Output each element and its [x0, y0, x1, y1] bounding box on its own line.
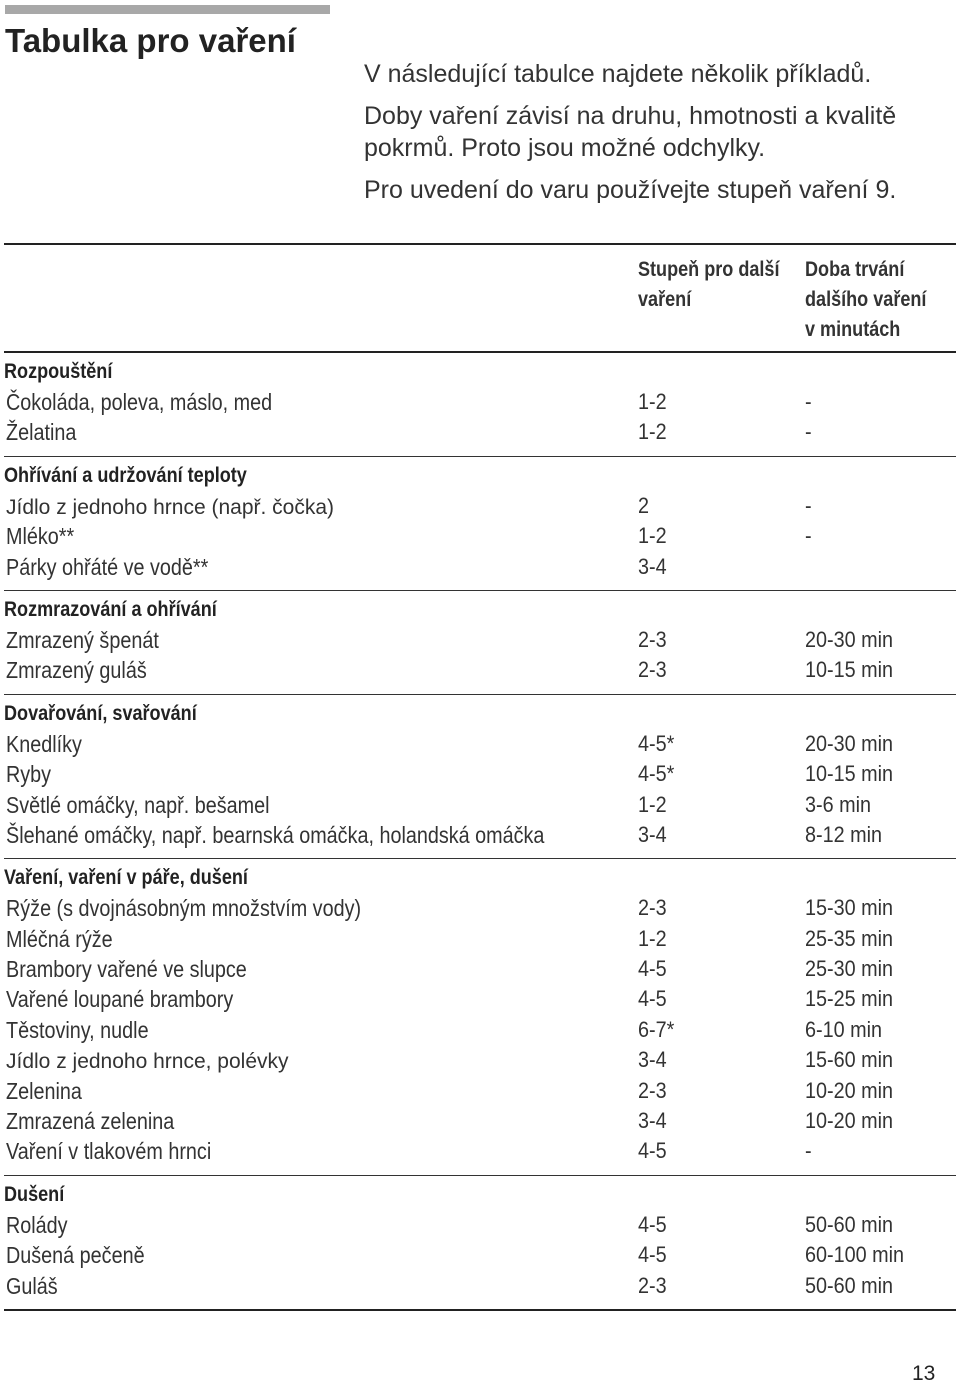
table-row: [4, 790, 956, 820]
row-name: Jídlo z jednoho hrnce (např. čočka): [6, 495, 335, 519]
row-duration: 15-25 min: [805, 986, 894, 1012]
row-name: Těstoviny, nudle: [6, 1016, 149, 1043]
table-row: [4, 1106, 956, 1136]
row-name: Knedlíky: [6, 730, 82, 757]
intro-paragraph-2: Doby vaření závisí na druhu, hmotnosti a kvalitě pokrmů. Proto jsou možné odchylky.: [364, 102, 897, 162]
row-duration: 20-30 min: [805, 626, 894, 652]
table-row: [4, 655, 956, 685]
row-name: Zmrazený špenát: [6, 626, 159, 653]
row-name: Ryby: [6, 761, 52, 788]
row-name: Mléčná rýže: [6, 925, 113, 952]
table-row: [4, 820, 956, 850]
table-header: [4, 243, 956, 353]
row-name: Dušená pečeně: [6, 1242, 145, 1269]
row-duration: -: [805, 492, 812, 518]
header-level-line: Stupeň pro další: [638, 258, 780, 281]
intro-paragraph-1: V následující tabulce najdete několik příkladů.: [364, 60, 872, 88]
table-row: [4, 1015, 956, 1045]
table-row: [4, 417, 956, 447]
row-name: Brambory vařené ve slupce: [6, 956, 247, 983]
header-level-line: vaření: [638, 288, 692, 311]
table-section: [4, 695, 956, 860]
row-duration: 15-30 min: [805, 895, 894, 921]
section-title: Ohřívání a udržování teploty: [4, 463, 247, 487]
row-level: 4-5: [638, 1242, 667, 1268]
row-level: 4-5*: [638, 730, 675, 756]
row-duration: 50-60 min: [805, 1272, 894, 1298]
row-name: Zmrazený guláš: [6, 657, 147, 684]
row-name: Světlé omáčky, např. bešamel: [6, 791, 270, 818]
table-section: [4, 457, 956, 591]
row-name: Párky ohřáté ve vodě**: [6, 553, 209, 580]
row-name: Šlehané omáčky, např. bearnská omáčka, holandská omáčka: [6, 821, 545, 848]
row-duration: 10-15 min: [805, 657, 894, 683]
row-duration: -: [805, 523, 812, 549]
intro-text: [364, 58, 944, 216]
table-row: [4, 1271, 956, 1301]
table-row: [4, 729, 956, 759]
page-number: 13: [912, 1362, 936, 1385]
header-duration-line: Doba trvání: [805, 258, 905, 281]
row-level: 4-5*: [638, 761, 675, 787]
row-name: Guláš: [6, 1272, 58, 1299]
row-name: Rolády: [6, 1211, 68, 1238]
page-title: Tabulka pro vaření: [5, 22, 296, 59]
row-level: 3-4: [638, 1108, 667, 1134]
row-duration: 3-6 min: [805, 791, 872, 817]
table-row: [4, 1076, 956, 1106]
row-name: Mléko**: [6, 523, 75, 550]
row-level: 4-5: [638, 956, 667, 982]
row-level: 1-2: [638, 523, 667, 549]
table-row: [4, 759, 956, 789]
row-level: 3-4: [638, 821, 667, 847]
row-duration: 15-60 min: [805, 1047, 894, 1073]
row-duration: 60-100 min: [805, 1242, 905, 1268]
row-duration: 25-30 min: [805, 956, 894, 982]
table-row: [4, 387, 956, 417]
table-row: [4, 1136, 956, 1166]
table-section: [4, 859, 956, 1176]
header-duration-line: v minutách: [805, 318, 901, 341]
row-name: Vaření v tlakovém hrnci: [6, 1138, 212, 1165]
row-name: Zmrazená zelenina: [6, 1108, 175, 1135]
row-level: 2-3: [638, 895, 667, 921]
row-name: Jídlo z jednoho hrnce, polévky: [6, 1050, 289, 1074]
table-section: [4, 591, 956, 695]
table-row: [4, 1045, 956, 1075]
row-duration: -: [805, 389, 812, 414]
row-level: 6-7*: [638, 1016, 675, 1042]
row-name: Želatina: [6, 419, 77, 446]
section-title: Vaření, vaření v páře, dušení: [4, 866, 248, 890]
row-level: 2-3: [638, 657, 667, 683]
row-duration: -: [805, 419, 812, 445]
row-level: 1-2: [638, 791, 667, 817]
row-duration: 10-20 min: [805, 1077, 894, 1103]
row-level: 2-3: [638, 1272, 667, 1298]
row-level: 3-4: [638, 553, 667, 579]
row-level: 1-2: [638, 419, 667, 445]
row-duration: 8-12 min: [805, 821, 883, 847]
row-duration: 25-35 min: [805, 925, 894, 951]
cooking-table: [4, 243, 956, 1311]
row-level: 2-3: [638, 1077, 667, 1103]
row-duration: -: [805, 1138, 812, 1164]
table-section: [4, 353, 956, 457]
row-duration: 10-15 min: [805, 761, 894, 787]
table-row: [4, 625, 956, 655]
section-title: Dušení: [4, 1182, 65, 1206]
row-level: 1-2: [638, 389, 667, 414]
header-decor-bar: [5, 5, 330, 14]
table-section: [4, 1176, 956, 1311]
row-duration: 20-30 min: [805, 730, 894, 756]
row-level: 3-4: [638, 1047, 667, 1073]
row-name: Vařené loupané brambory: [6, 986, 234, 1013]
row-level: 4-5: [638, 1138, 667, 1164]
table-row: [4, 924, 956, 954]
row-level: 4-5: [638, 986, 667, 1012]
intro-paragraph-3: Pro uvedení do varu používejte stupeň vaření 9.: [364, 176, 897, 204]
section-title: Rozmrazování a ohřívání: [4, 597, 217, 621]
row-duration: 10-20 min: [805, 1108, 894, 1134]
header-level: [638, 255, 779, 315]
section-title: Rozpouštění: [4, 360, 113, 383]
row-level: 2-3: [638, 626, 667, 652]
section-title: Dovařování, svařování: [4, 701, 197, 725]
table-row: [4, 1210, 956, 1240]
table-row: [4, 954, 956, 984]
table-row: [4, 552, 956, 582]
row-level: 4-5: [638, 1211, 667, 1237]
row-name: Rýže (s dvojnásobným množstvím vody): [6, 895, 362, 922]
table-row: [4, 1240, 956, 1270]
table-row: [4, 521, 956, 551]
row-level: 1-2: [638, 925, 667, 951]
row-duration: 6-10 min: [805, 1016, 883, 1042]
header-duration-line: dalšího vaření: [805, 288, 927, 311]
table-row: [4, 491, 956, 521]
row-level: 2: [638, 492, 650, 518]
row-duration: 50-60 min: [805, 1211, 894, 1237]
table-row: [4, 984, 956, 1014]
table-row: [4, 893, 956, 923]
header-duration: [805, 255, 926, 345]
row-name: Zelenina: [6, 1077, 82, 1104]
row-name: Čokoláda, poleva, máslo, med: [6, 389, 273, 415]
